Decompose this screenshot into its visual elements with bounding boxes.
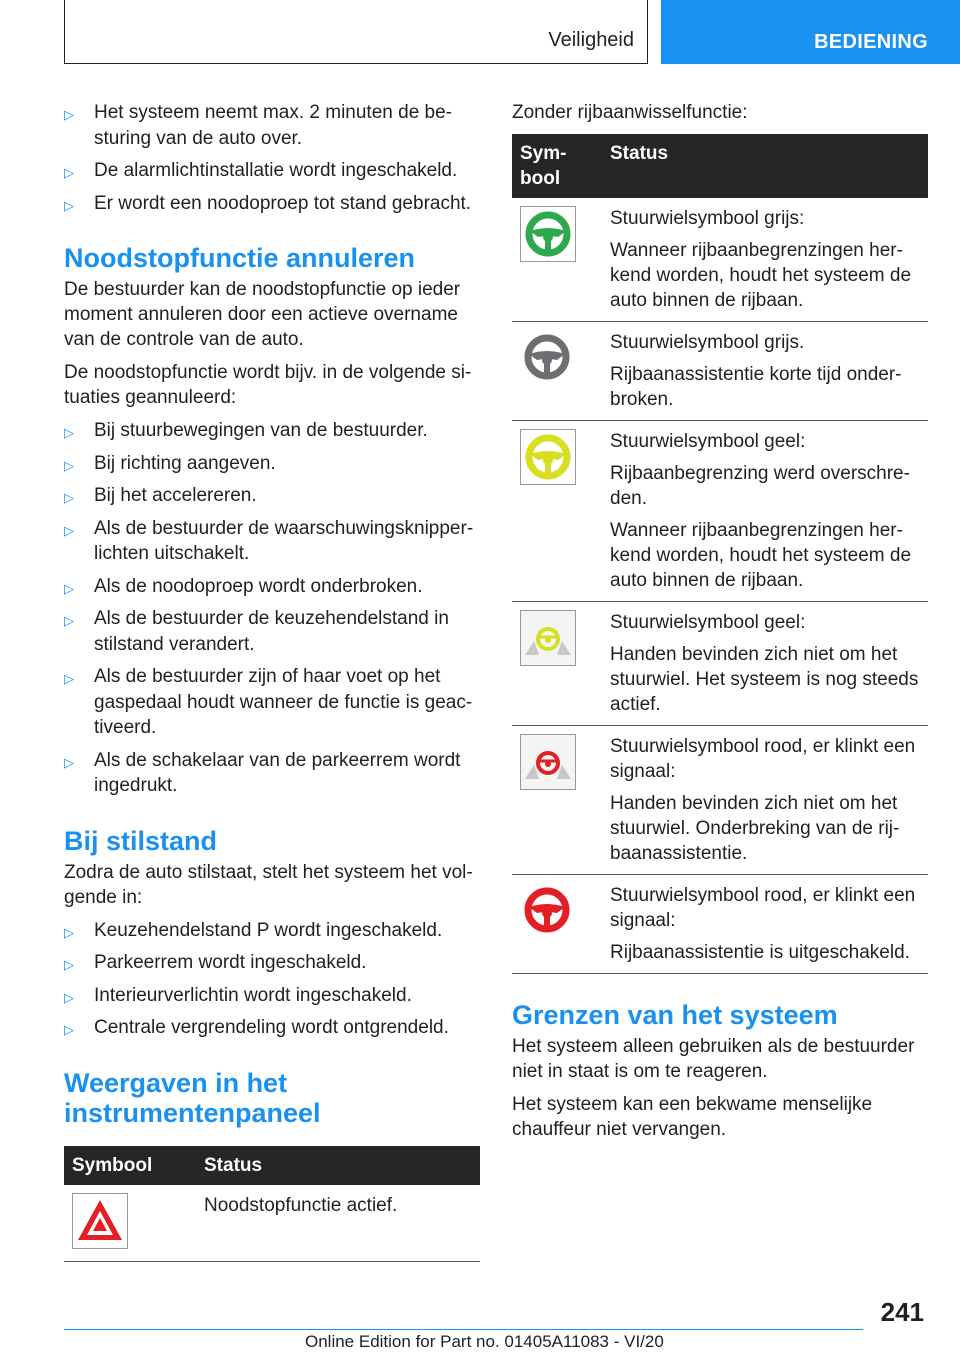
- status-cell: Stuurwielsymbool grijs. Rijbaanassistentie korte tijd onder-broken.: [602, 322, 928, 421]
- status-cell: Noodstopfunctie actief.: [196, 1185, 480, 1262]
- table-row: [512, 602, 928, 726]
- triangle-bullet-icon: ▷: [64, 754, 74, 770]
- list-item: ▷ Als de bestuurder zijn of haar voet op het gaspedaal houdt wanneer de functie is geac-tiveerd.: [64, 666, 473, 738]
- table-row: [512, 726, 928, 875]
- table-intro: Zonder rijbaanwisselfunctie:: [512, 102, 748, 123]
- triangle-bullet-icon: ▷: [64, 165, 74, 180]
- steering-wheel-red-icon: [520, 883, 574, 937]
- triangle-bullet-icon: ▷: [64, 671, 74, 686]
- status-cell: Stuurwielsymbool geel: Rijbaanbegrenzing werd overschre-den. Wanneer rijbaanbegrenzingen her-kend worden, houdt het systeem de auto binnen de rijbaan.: [602, 421, 928, 602]
- section-title: Veiligheid: [548, 29, 634, 51]
- bullet-list-annuleren: [64, 418, 480, 799]
- table-row: [512, 198, 928, 322]
- triangle-bullet-icon: ▷: [64, 1022, 74, 1037]
- chapter-label: BEDIENING: [814, 31, 928, 53]
- triangle-bullet-icon: ▷: [64, 924, 74, 940]
- footer-divider: [64, 1329, 863, 1330]
- status-cell: Stuurwielsymbool rood, er klinkt een signaal: Rijbaanassistentie is uitgeschakeld.: [602, 875, 928, 974]
- paragraph: De noodstopfunctie wordt bijv. in de volgende si-tuaties geannuleerd:: [64, 362, 472, 408]
- paragraph: De bestuurder kan de noodstopfunctie op ieder moment annuleren door een actieve overname van de controle van de auto.: [64, 279, 461, 350]
- status-cell: Stuurwielsymbool rood, er klinkt een signaal: Handen bevinden zich niet om het stuurwiel. Onderbreking van de rij-baanassistentie.: [602, 726, 928, 875]
- triangle-bullet-icon: ▷: [64, 957, 74, 972]
- status-cell: Stuurwielsymbool grijs: Wanneer rijbaanbegrenzingen her-kend worden, houdt het systeem de auto binnen de rijbaan.: [602, 198, 928, 322]
- bullet-list-top: [64, 100, 480, 216]
- paragraph: Het systeem kan een bekwame menselijke chauffeur niet vervangen.: [512, 1094, 873, 1140]
- left-column: [64, 100, 480, 1262]
- steering-wheel-yellow-hands-icon: [520, 610, 576, 666]
- triangle-bullet-icon: ▷: [64, 580, 74, 596]
- list-item: ▷ Parkeerrem wordt ingeschakeld.: [64, 950, 480, 976]
- paragraph: Het systeem alleen gebruiken als de bestuurder niet in staat is om te reageren.: [512, 1036, 915, 1082]
- triangle-bullet-icon: ▷: [64, 107, 74, 122]
- column-header-symbol: Sym-bool: [512, 134, 602, 198]
- chapter-tab[interactable]: [661, 0, 960, 64]
- heading-noodstop-annuleren: Noodstopfunctie annuleren: [64, 243, 415, 273]
- list-item: ▷ Er wordt een noodoproep tot stand gebracht.: [64, 191, 480, 217]
- list-item: ▷ Als de bestuurder de waarschuwingsknipper-lichten uitschakelt.: [64, 517, 474, 564]
- list-item: ▷ Als de bestuurder de keuzehendelstand in stilstand verandert.: [64, 608, 449, 655]
- triangle-bullet-icon: ▷: [64, 522, 74, 538]
- status-cell: Stuurwielsymbool geel: Handen bevinden zich niet om het stuurwiel. Het systeem is nog steeds actief.: [602, 602, 928, 726]
- table-row: [512, 421, 928, 602]
- triangle-bullet-icon: ▷: [64, 989, 74, 1005]
- steering-wheel-green-icon: [520, 206, 576, 262]
- warning-triangle-icon: [72, 1193, 128, 1249]
- table-row: [64, 1185, 480, 1262]
- symbol-table-noodstop: [64, 1146, 480, 1262]
- page-number: 241: [880, 1297, 924, 1327]
- heading-bij-stilstand: Bij stilstand: [64, 825, 218, 856]
- table-row: [512, 322, 928, 421]
- steering-wheel-red-hands-icon: [520, 734, 576, 790]
- bullet-list-stilstand: [64, 918, 480, 1041]
- triangle-bullet-icon: ▷: [64, 425, 74, 440]
- list-item: ▷ Interieurverlichtin wordt ingeschakeld.: [64, 983, 480, 1009]
- column-header-status: Status: [196, 1146, 480, 1185]
- triangle-bullet-icon: ▷: [64, 613, 74, 628]
- heading-weergaven: Weergaven in het instrumentenpaneel: [64, 1067, 321, 1128]
- paragraph: Zodra de auto stilstaat, stelt het systeem het vol-gende in:: [64, 861, 473, 908]
- column-header-symbol: Symbool: [64, 1146, 196, 1185]
- list-item: ▷ De alarmlichtinstallatie wordt ingeschakeld.: [64, 158, 480, 184]
- list-item: ▷ Centrale vergrendeling wordt ontgrendeld.: [64, 1015, 480, 1041]
- list-item: ▷ Als de noodoproep wordt onderbroken.: [64, 574, 480, 600]
- steering-wheel-yellow-icon: [520, 429, 576, 485]
- triangle-bullet-icon: ▷: [64, 490, 74, 505]
- list-item: ▷ Bij het accelereren.: [64, 483, 480, 509]
- symbol-table-lane: [512, 134, 928, 974]
- heading-grenzen: Grenzen van het systeem: [512, 1000, 838, 1030]
- column-header-status: Status: [602, 134, 928, 198]
- steering-wheel-grey-icon: [520, 330, 574, 384]
- list-item: ▷ Keuzehendelstand P wordt ingeschakeld.: [64, 918, 480, 944]
- list-item: ▷ Als de schakelaar van de parkeerrem wordt ingedrukt.: [64, 749, 461, 796]
- list-item: ▷ Het systeem neemt max. 2 minuten de be-sturing van de auto over.: [64, 102, 452, 149]
- table-row: [512, 875, 928, 974]
- triangle-bullet-icon: ▷: [64, 197, 74, 213]
- right-column: [512, 100, 928, 1150]
- list-item: ▷ Bij stuurbewegingen van de bestuurder.: [64, 418, 480, 444]
- triangle-bullet-icon: ▷: [64, 457, 74, 473]
- edition-label: Online Edition for Part no. 01405A11083 - VI/20: [305, 1332, 664, 1351]
- list-item: ▷ Bij richting aangeven.: [64, 451, 480, 477]
